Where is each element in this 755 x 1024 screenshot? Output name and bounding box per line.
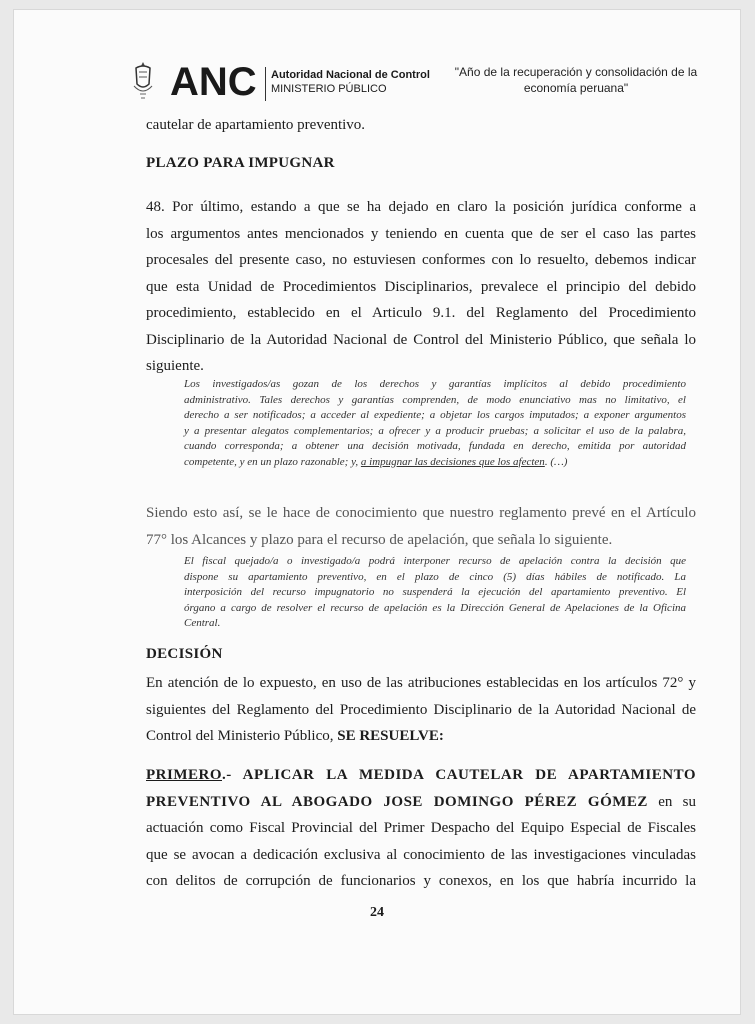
lawyer-name: PREVENTIVO AL ABOGADO JOSE DOMINGO PÉREZ GÓMEZ (146, 793, 648, 810)
logo-separator (265, 67, 266, 101)
logo-org-name: Autoridad Nacional de Control (271, 69, 430, 81)
paragraph-line: siguiente. (146, 358, 204, 374)
motto-line: "Año de la recuperación y consolidación de la (454, 65, 698, 79)
primero-line (146, 762, 696, 789)
siendo-paragraph (146, 500, 696, 553)
logo-ministry: MINISTERIO PÚBLICO (271, 83, 387, 95)
quote-article-77 (184, 554, 686, 632)
quote-line: dispone su apartamiento preventivo, en el plazo de cinco (5) días hábiles de notificado. La (184, 570, 686, 583)
paragraph-line: procesales del presente caso, no estuviesen conformes con lo resuelto, debemos indicar (146, 252, 696, 268)
quote-line: interposición del recurso impugnatorio no suspenderá la ejecución del apartamiento preventivo. El (184, 586, 686, 598)
paragraph-line: los argumentos antes mencionados y teniendo en cuenta que de ser el caso las partes (146, 225, 696, 242)
motto-line: economía peruana" (523, 81, 629, 95)
top-line: cautelar de apartamiento preventivo. (146, 117, 366, 133)
plazo-heading: PLAZO PARA IMPUGNAR (146, 155, 335, 171)
decision-paragraph (146, 670, 696, 750)
primero-text: en su (647, 793, 696, 810)
quote-article-9-1 (184, 377, 686, 470)
quote-line: El fiscal quejado/a o investigado/a podrá interponer recurso de apelación contra la decisión que (184, 555, 686, 567)
paragraph-line: siguientes del Reglamento del Procedimiento Disciplinario de la Autoridad Nacional de (146, 701, 696, 718)
quote-line: Central. (184, 617, 221, 629)
quote-line: y a presentar alegatos complementarios; a ofrecer y a producir pruebas; a solicitar el uso de la palabra, (184, 424, 686, 437)
primero-label: PRIMERO (146, 767, 222, 783)
primero-line (146, 789, 696, 816)
paragraph-line: que esta Unidad de Procedimientos Disciplinarios, prevalece el principio del debido (146, 278, 696, 295)
primero-line: con delitos de corrupción de funcionarios y conexos, en los que habría incurrido la (146, 873, 696, 889)
primero-line: actuación como Fiscal Provincial del Primer Despacho del Equipo Especial de Fiscales (146, 820, 696, 836)
paragraph-48 (146, 194, 696, 380)
quote-text: . (…) (544, 455, 568, 468)
quote-line: órgano a cargo de resolver el recurso de apelación es la Dirección General de Apelaciones de la Oficina (184, 601, 686, 614)
quote-line: Los investigados/as gozan de los derechos y garantías implícitos al debido procedimiento (184, 378, 686, 390)
quote-line: derecho a ser notificados; a acceder al expediente; a objetar los cargos imputados; a exponer argumentos (184, 409, 686, 421)
paragraph-line: Siendo esto así, se le hace de conocimiento que nuestro reglamento prevé en el Artículo (146, 505, 696, 521)
se-resuelve: SE RESUELVE: (337, 728, 444, 744)
paragraph-line: 77° los Alcances y plazo para el recurso de apelación, que señala lo siguiente. (146, 531, 613, 548)
primero-text: .- APLICAR LA MEDIDA CAUTELAR DE APARTAMIENTO (222, 767, 696, 783)
quote-line: cuando corresponda; a obtener una decisión motivada, fundada en derecho, emitida por autoridad (184, 440, 686, 452)
quote-line: administrativo. Tales derechos y garantías comprenden, de modo enunciativo mas no limitativo, el (184, 393, 686, 406)
paragraph-text: Control del Ministerio Público, (146, 728, 338, 744)
quote-line-last (184, 455, 686, 471)
paragraph-line: En atención de lo expuesto, en uso de las atribuciones establecidas en los artículos 72° y (146, 675, 696, 691)
document-page (14, 10, 740, 1014)
coat-of-arms-icon (130, 60, 156, 102)
paragraph-line: procedimiento, establecido en el Articulo 9.1. del Reglamento del Procedimiento (146, 305, 696, 321)
page-number: 24 (370, 905, 384, 920)
anc-logo: ANC (170, 60, 257, 104)
primero-line: que se avocan a dedicación exclusiva al conocimiento de las investigaciones vinculadas (146, 846, 696, 863)
letterhead (14, 10, 740, 120)
primero-resolution (146, 762, 696, 895)
paragraph-line-last (146, 723, 696, 750)
year-motto (446, 64, 706, 96)
decision-heading: DECISIÓN (146, 646, 223, 662)
underlined-quote-text: a impugnar las decisiones que los afecten (360, 455, 545, 468)
paragraph-line: Disciplinario de la Autoridad Nacional de Control del Ministerio Público, que señala lo (146, 331, 696, 348)
quote-text: competente, y en un plazo razonable; y, (184, 455, 361, 468)
paragraph-line: 48. Por último, estando a que se ha dejado en claro la posición jurídica conforme a (146, 199, 696, 215)
